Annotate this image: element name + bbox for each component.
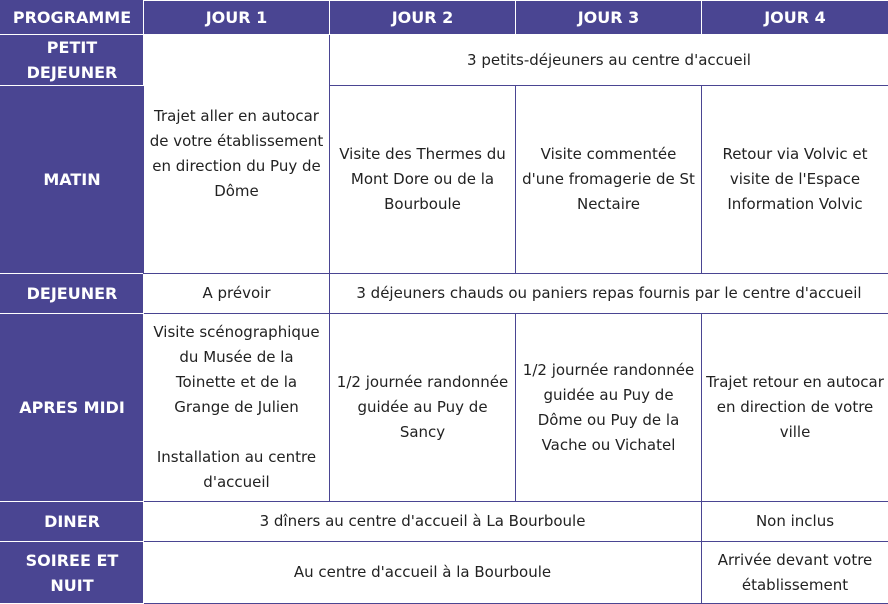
row-dejeuner [1,274,888,314]
header-jour-3: JOUR 3 [516,1,702,35]
header-jour-2: JOUR 2 [330,1,516,35]
row-apres-midi [1,314,888,502]
row-label-dejeuner: DEJEUNER [1,274,144,314]
cell-dejeuner-jour-1: A prévoir [144,274,330,314]
header-jour-4: JOUR 4 [702,1,888,35]
header-jour-1: JOUR 1 [144,1,330,35]
cell-matin-jour-2: Visite des Thermes du Mont Dore ou de la Bourboule [330,86,516,274]
row-label-diner: DINER [1,502,144,542]
cell-diner-jours-1-3: 3 dîners au centre d'accueil à La Bourboule [144,502,702,542]
row-label-matin: MATIN [1,86,144,274]
cell-matin-jour-4: Retour via Volvic et visite de l'Espace Information Volvic [702,86,888,274]
row-diner [1,502,888,542]
cell-dejeuner-jours-2-4: 3 déjeuners chauds ou paniers repas fournis par le centre d'accueil [330,274,888,314]
row-label-soiree-et-nuit: SOIREE ET NUIT [1,542,144,604]
row-label-apres-midi: APRES MIDI [1,314,144,502]
cell-diner-jour-4: Non inclus [702,502,888,542]
cell-apres-midi-jour-4: Trajet retour en autocar en direction de votre ville [702,314,888,502]
cell-apres-midi-jour-2: 1/2 journée randonnée guidée au Puy de Sancy [330,314,516,502]
cell-matin-jour-1: Trajet aller en autocar de votre établissement en direction du Puy de Dôme [144,35,330,274]
header-programme: PROGRAMME [1,1,144,35]
row-label-petit-dejeuner: PETIT DEJEUNER [1,35,144,86]
cell-apres-midi-jour-3: 1/2 journée randonnée guidée au Puy de Dôme ou Puy de la Vache ou Vichatel [516,314,702,502]
apres-midi-jour-1-installation: Installation au centre d'accueil [148,445,325,495]
cell-soiree-jours-1-3: Au centre d'accueil à la Bourboule [144,542,702,604]
cell-apres-midi-jour-1 [144,314,330,502]
row-soiree-et-nuit [1,542,888,604]
row-petit-dejeuner [1,35,888,86]
header-row [1,1,888,35]
cell-soiree-jour-4: Arrivée devant votre établissement [702,542,888,604]
apres-midi-jour-1-visite: Visite scénographique du Musée de la Toinette et de la Grange de Julien [148,320,325,420]
row-matin [1,86,888,274]
cell-petit-dejeuner-jours-2-4: 3 petits-déjeuners au centre d'accueil [330,35,888,86]
cell-matin-jour-3: Visite commentée d'une fromagerie de St Nectaire [516,86,702,274]
